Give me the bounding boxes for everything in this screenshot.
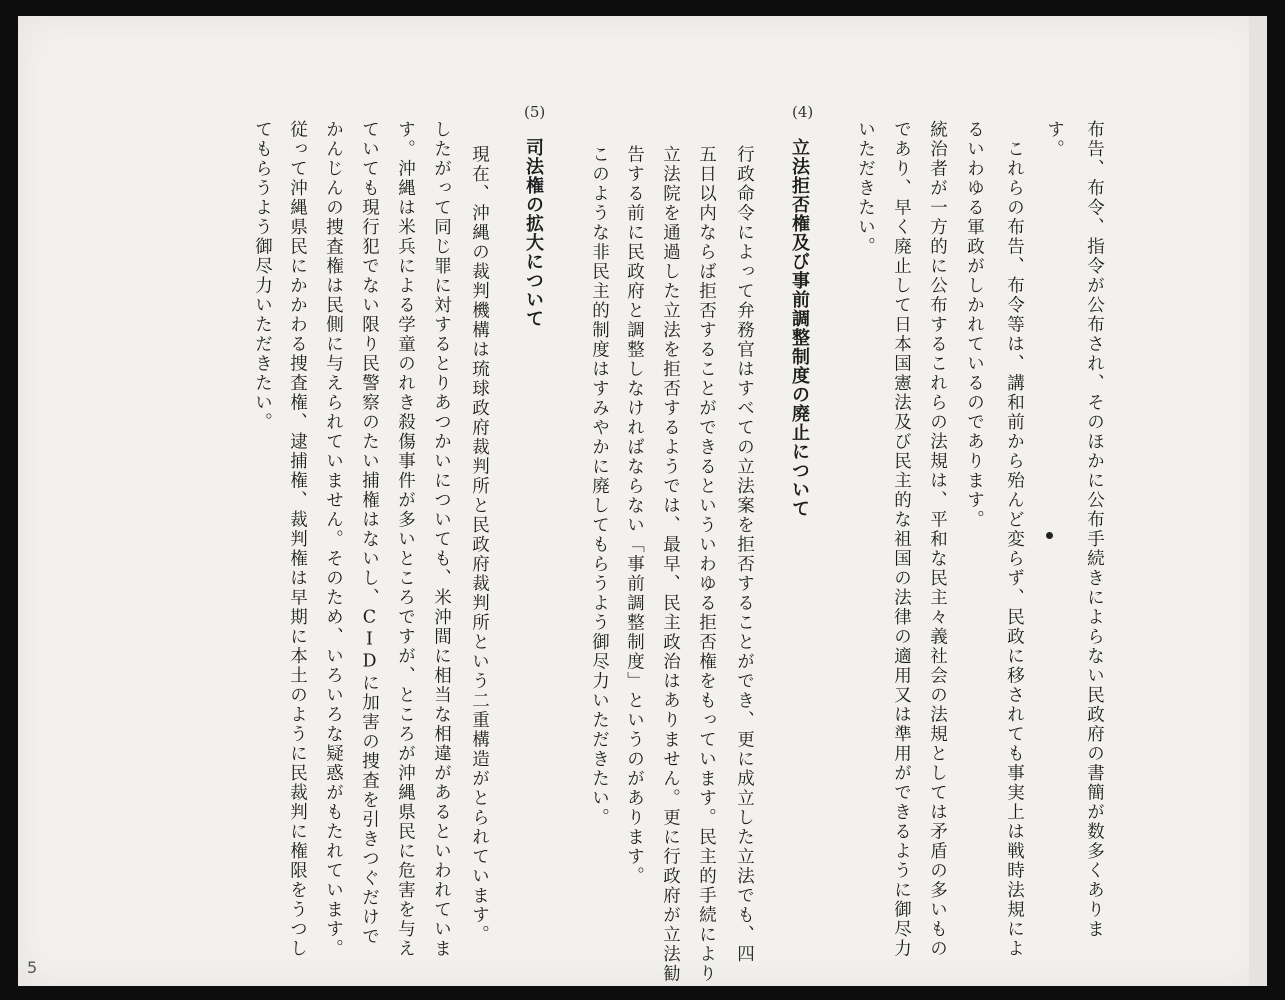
text-line: 行政命令によって弁務官はすべての立法案を拒否することができ、更に成立した立法でも、四: [734, 145, 755, 964]
text-line: かんじんの捜査権は民側に与えられていません。そのため、いろいろな疑惑がもたれています。: [323, 120, 344, 959]
text-line: したがって同じ罪に対するとりあつかいについても、米沖間に相当な相違があるといわれていま: [431, 120, 452, 959]
section-number: (4): [792, 103, 814, 121]
text-line: す。沖縄は米兵による学童のれき殺傷事件が多いところですが、ところが沖縄県民に危害を与え: [395, 120, 416, 959]
text-line: このような非民主的制度はすみやかに廃してもらうよう御尽力いただきたい。: [589, 145, 610, 828]
text-line: す。: [1044, 120, 1065, 159]
page-mark: 5: [27, 958, 38, 977]
text-line: るいわゆる軍政がしかれているのであります。: [964, 120, 985, 530]
text-line: 現在、沖縄の裁判機構は琉球政府裁判所と民政府裁判所という二重構造がとられています。: [469, 145, 490, 945]
text-line: 立法院を通過した立法を拒否するようでは、最早、民主政治はありません。更に行政府が立法勧: [660, 145, 681, 984]
text-line: 告する前に民政府と調整しなければならない「事前調整制度」というのがあります。: [624, 145, 645, 886]
section-heading: 立法拒否権及び事前調整制度の廃止について: [789, 138, 810, 518]
text-line: 統治者が一方的に公布するこれらの法規は、平和な民主々義社会の法規としては矛盾の多いもの: [927, 120, 948, 959]
section-heading: 司法権の拡大について: [523, 138, 544, 328]
text-line: てもらうよう御尽力いただきたい。: [252, 120, 273, 432]
text-line: 布告、布令、指令が公布され、そのほかに公布手続きによらない民政府の書簡が数多くありま: [1084, 120, 1105, 939]
section-number: (5): [524, 103, 546, 121]
ink-dot: [1046, 532, 1053, 539]
text-line: これらの布告、布令等は、講和前から殆んど変らず、民政に移されても事実上は戦時法規によ: [1004, 120, 1025, 959]
text-line: いただきたい。: [855, 120, 876, 257]
text-line: 従って沖縄県民にかかわる捜査権、逮捕権、裁判権は早期に本土のように民裁判に権限をうつし: [287, 120, 308, 959]
text-line: ていても現行犯でない限り民警察のたい捕権はないし、CIDに加害の捜査を引きつぐだけで: [359, 120, 380, 947]
text-line: であり、早く廃止して日本国憲法及び民主的な祖国の法律の適用又は準用ができるように御尽力: [891, 120, 912, 959]
page-edge: [1249, 16, 1267, 986]
text-line: 五日以内ならば拒否することができるといういわゆる拒否権をもっています。民主的手続により: [696, 145, 717, 984]
